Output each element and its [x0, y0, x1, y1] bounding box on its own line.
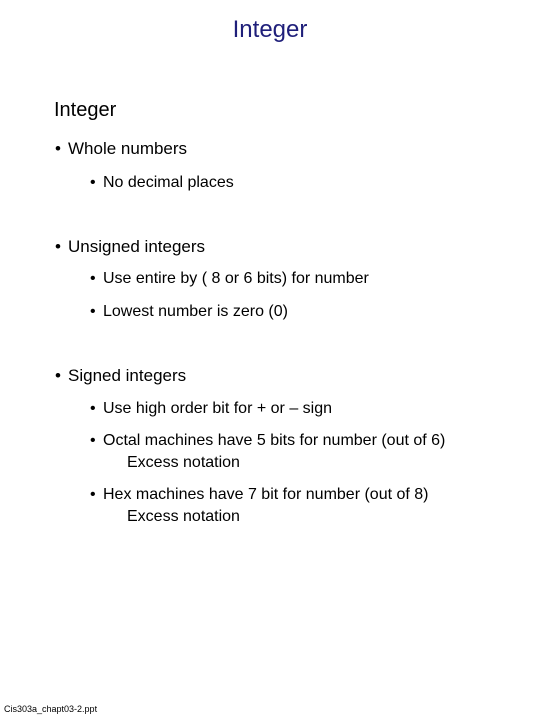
bullet-text: No decimal places	[103, 174, 234, 191]
bullet-icon: •	[90, 432, 96, 449]
bullet-text: Octal machines have 5 bits for number (out of 6)	[103, 432, 446, 449]
bullet-lowest-number	[90, 301, 288, 323]
bullet-unsigned-integers	[55, 236, 205, 258]
bullet-icon: •	[90, 270, 96, 287]
bullet-continuation: Excess notation	[127, 508, 240, 525]
bullet-signed-integers	[55, 365, 186, 387]
slide-title: Integer	[232, 16, 308, 43]
bullet-whole-numbers	[55, 138, 187, 160]
bullet-text: Whole numbers	[68, 139, 188, 158]
bullet-icon: •	[55, 237, 61, 256]
bullet-hex-machines	[90, 484, 429, 528]
bullet-high-order-bit	[90, 398, 332, 420]
section-heading: Integer	[54, 99, 117, 121]
bullet-continuation: Excess notation	[127, 454, 240, 471]
bullet-text: Lowest number is zero (0)	[103, 303, 288, 320]
bullet-use-entire-byte	[90, 268, 369, 290]
bullet-text: Unsigned integers	[68, 237, 206, 256]
bullet-icon: •	[90, 486, 96, 503]
bullet-no-decimal-places	[90, 172, 234, 194]
bullet-text: Signed integers	[68, 366, 187, 385]
bullet-icon: •	[90, 174, 96, 191]
bullet-icon: •	[90, 400, 96, 417]
bullet-text: Hex machines have 7 bit for number (out of 8)	[103, 486, 429, 503]
bullet-text: Use high order bit for + or – sign	[103, 400, 333, 417]
bullet-icon: •	[90, 303, 96, 320]
footer-filename: Cis303a_chapt03-2.ppt	[4, 704, 98, 714]
bullet-octal-machines	[90, 430, 445, 474]
bullet-icon: •	[55, 366, 61, 385]
bullet-icon: •	[55, 139, 61, 158]
bullet-text: Use entire by ( 8 or 6 bits) for number	[103, 270, 369, 287]
